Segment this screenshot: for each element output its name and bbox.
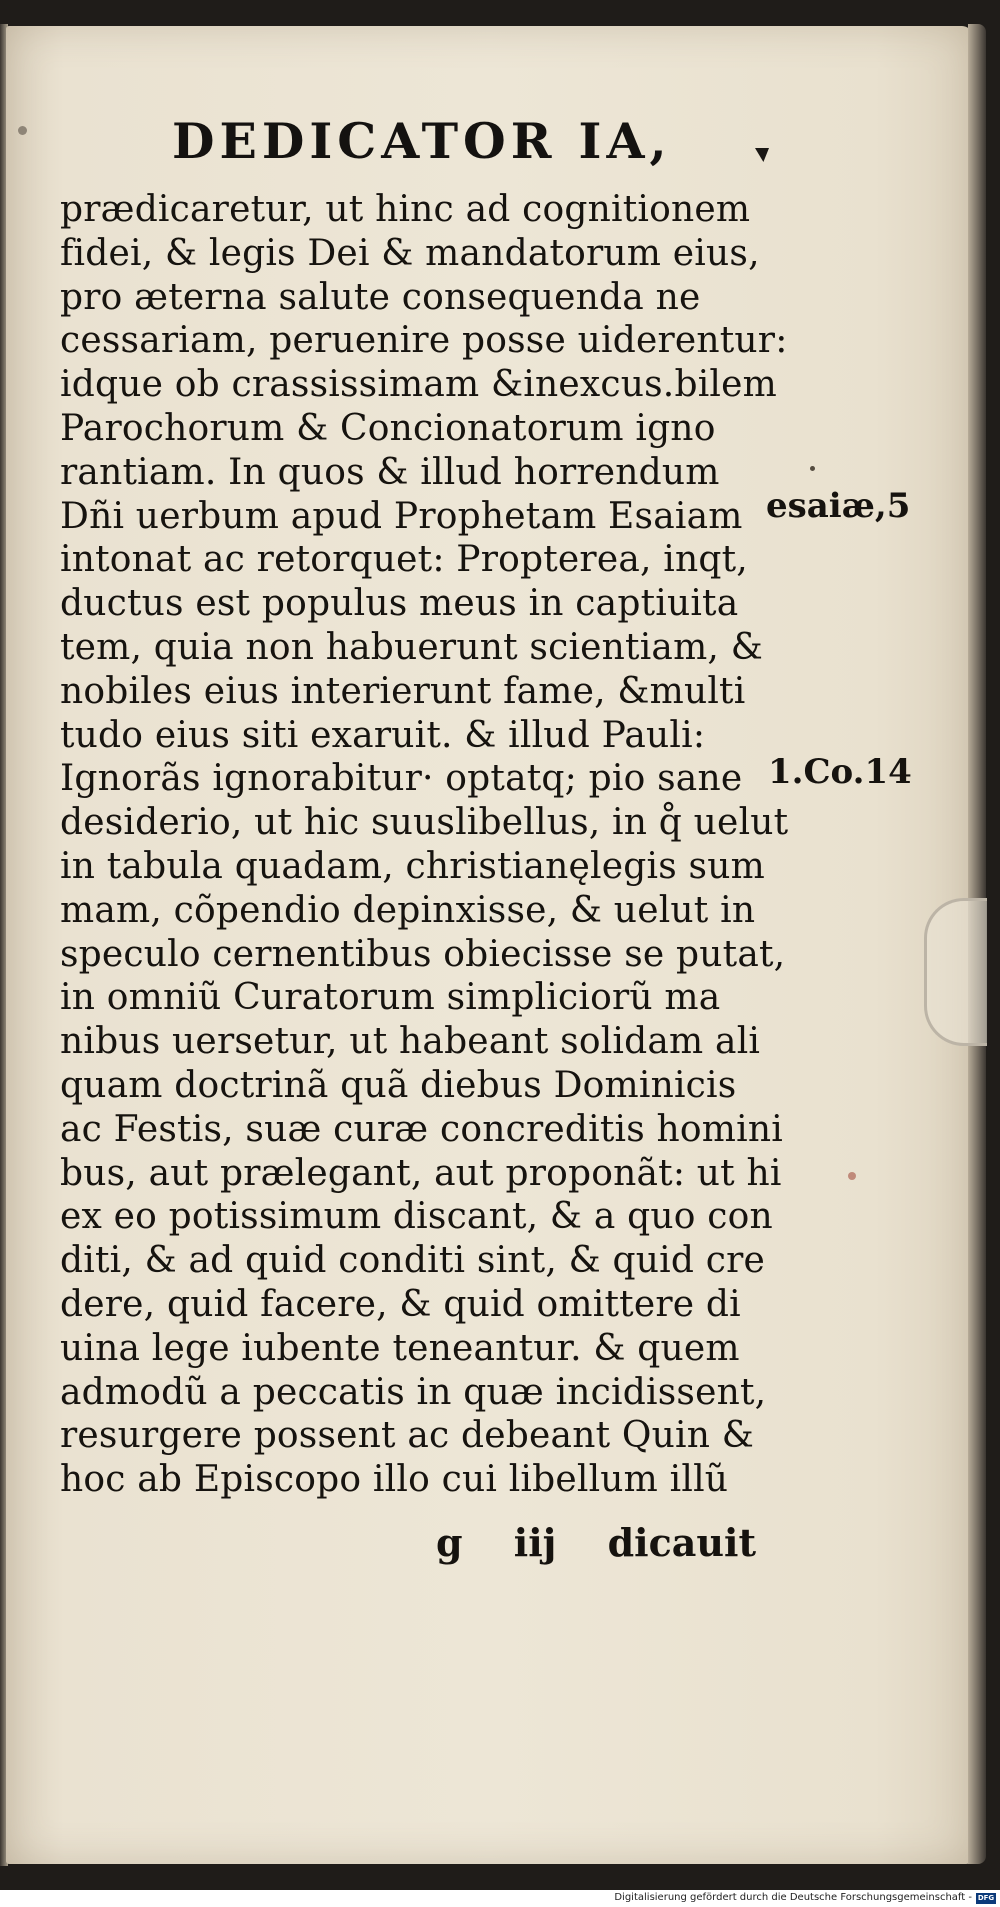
digitization-footer (0, 1890, 1000, 1907)
catchword: dicauit (607, 1520, 756, 1565)
text-line: idque ob crassissimam &inexcus.bilem (60, 364, 777, 406)
text-line: quam doctrinã quã diebus Dominicis (60, 1064, 737, 1106)
text-line: admodũ a peccatis in quæ incidissent, (60, 1371, 767, 1413)
text-line: pro æterna salute consequenda ne (60, 276, 701, 318)
text-line: ac Festis, suæ curæ concreditis homini (60, 1108, 783, 1150)
text-line: ex eo potissimum discant, & a quo con (60, 1196, 773, 1238)
text-line: cessariam, peruenire posse uiderentur: (60, 320, 788, 362)
text-line: tem, quia non habuerunt scientiam, & (60, 626, 763, 668)
text-line: fidei, & legis Dei & mandatorum eius, (60, 232, 760, 274)
text-line: rantiam. In quos & illud horrendum (60, 451, 720, 493)
text-line: Parochorum & Concionatorum igno (60, 407, 716, 449)
text-line: intonat ac retorquet: Propterea, inqt, (60, 539, 748, 581)
page-clip (924, 898, 987, 1046)
text-line: Dñi uerbum apud Prophetam Esaiam (60, 495, 743, 537)
text-line: bus, aut prælegant, aut proponãt: ut hi (60, 1152, 782, 1194)
paper-speck (848, 1172, 856, 1180)
text-line: Ignorãs ignorabitur· optatq; pio sane (60, 758, 743, 800)
body-text (60, 188, 789, 1502)
text-line: speculo cernentibus obiecisse se putat, (60, 933, 786, 975)
signature-mark: g (436, 1520, 463, 1565)
text-line: prædicaretur, ut hinc ad cognitionem (60, 189, 751, 230)
text-line: tudo eius siti exaruit. & illud Pauli: (60, 714, 706, 756)
dfg-logo: DFG (977, 1894, 995, 1902)
text-line: dere, quid facere, & quid omittere di (60, 1283, 741, 1325)
text-line: nibus uersetur, ut habeant solidam ali (60, 1021, 761, 1063)
text-line: uina lege iubente teneantur. & quem (60, 1327, 740, 1369)
text-line: mam, cõpendio depinxisse, & uelut in (60, 889, 756, 931)
text-line: hoc ab Episcopo illo cui libellum illũ (60, 1459, 729, 1501)
text-line: resurgere possent ac debeant Quin & (60, 1415, 754, 1457)
text-line: in omniũ Curatorum simpliciorũ ma (60, 977, 721, 1019)
margin-note-corinthians: 1.Co.14 (768, 752, 912, 792)
leaf-number: iij (513, 1520, 557, 1565)
paper-speck (18, 126, 27, 135)
text-line: in tabula quadam, christianęlegis sum (60, 845, 765, 887)
paper-speck (810, 466, 815, 471)
catchword-line (436, 1520, 756, 1565)
footer-credit: Digitalisierung gefördert durch die Deutsche Forschungsgemeinschaft - (614, 1892, 972, 1903)
text-line: nobiles eius interierunt fame, &multi (60, 670, 746, 712)
text-line: ductus est populus meus in captiuita (60, 583, 739, 625)
margin-note-esaiae: esaiæ,5 (766, 486, 911, 526)
running-header: DEDICATOR IA, (172, 112, 672, 170)
text-line: desiderio, ut hic suuslibellus, in q̊ uelut (60, 802, 789, 844)
text-line: diti, & ad quid conditi sint, & quid cre (60, 1240, 766, 1282)
